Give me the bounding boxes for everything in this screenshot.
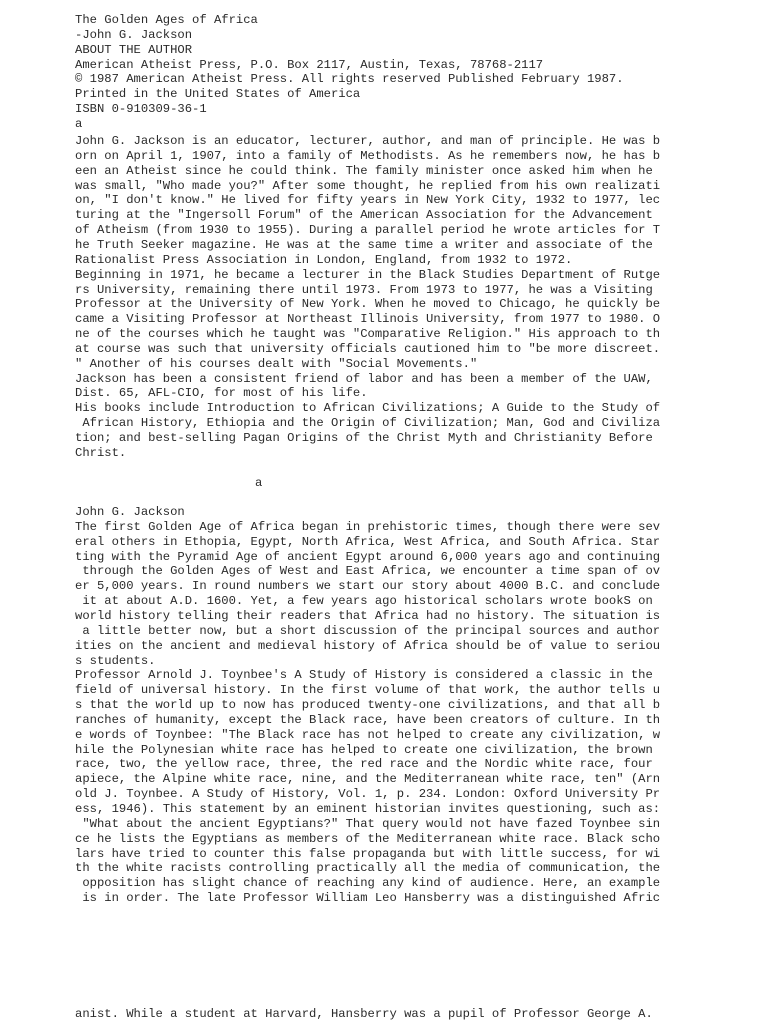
about-text-line: Rationalist Press Association in London, England, from 1932 to 1972. (75, 252, 573, 267)
about-text-line: of Atheism (from 1930 to 1955). During a parallel period he wrote articles for T (75, 223, 661, 238)
body-text-line: is in order. The late Professor William Leo Hansberry was a distinguished Afric (75, 891, 661, 906)
about-text-line: His books include Introduction to African Civilizations; A Guide to the Study of (75, 401, 661, 416)
header-line: a (75, 116, 83, 131)
about-text-line: turing at the "Ingersoll Forum" of the American Association for the Advancement (75, 208, 653, 223)
about-text-line: on, "I don't know." He lived for fifty years in New York City, 1932 to 1977, lec (75, 193, 661, 208)
body-text-line: through the Golden Ages of West and East Africa, we encounter a time span of ov (75, 564, 661, 579)
body-text-line: race, two, the yellow race, three, the red race and the Nordic white race, four (75, 757, 653, 772)
about-text-line: rs University, remaining there until 1973. From 1973 to 1977, he was a Visiting (75, 282, 653, 297)
body-text-line: eral others in Ethopia, Egypt, North Africa, West Africa, and South Africa. Star (75, 534, 661, 549)
about-text-line: Dist. 65, AFL-CIO, for most of his life. (75, 386, 368, 401)
body-text-line: field of universal history. In the first volume of that work, the author tells u (75, 683, 661, 698)
about-text-line: Christ. (75, 445, 127, 460)
body-text-line: lars have tried to counter this false propaganda but with little success, for wi (75, 846, 661, 861)
body-text-line: "What about the ancient Egyptians?" That query would not have fazed Toynbee sin (75, 816, 661, 831)
body-text-line: old J. Toynbee. A Study of History, Vol. 1, p. 234. London: Oxford University Pr (75, 787, 661, 802)
about-text-line: een an Atheist since he could think. The family minister once asked him when he (75, 163, 653, 178)
header-line: The Golden Ages of Africa (75, 13, 258, 27)
about-text-line: John G. Jackson is an educator, lecturer, author, and man of principle. He was b (75, 134, 661, 148)
about-text-line: Jackson has been a consistent friend of labor and has been a member of the UAW, (75, 371, 653, 386)
about-text-line: was small, "Who made you?" After some thought, he replied from his own realizati (75, 178, 661, 193)
body-text-line: ce he lists the Egyptians as members of the Mediterranean white race. Black scho (75, 831, 661, 846)
body-text-line: s students. (75, 653, 156, 668)
body-text-line: world history telling their readers that Africa had no history. The situation is (75, 608, 661, 623)
about-text-line: orn on April 1, 1907, into a family of Methodists. As he remembers now, he has b (75, 148, 661, 163)
body-text-line: s that the world up to now has produced twenty-one civilizations, and that all b (75, 698, 661, 713)
body-text-line: it at about A.D. 1600. Yet, a few years ago historical scholars wrote bookS on (75, 594, 653, 609)
body-text-line: The first Golden Age of Africa began in prehistoric times, though there were sev (75, 519, 661, 534)
about-text-line: tion; and best-selling Pagan Origins of the Christ Myth and Christianity Before (75, 431, 653, 445)
about-text-line: came a Visiting Professor at Northeast Illinois University, from 1977 to 1980. O (75, 312, 661, 327)
about-text-line: Beginning in 1971, he became a lecturer in the Black Studies Department of Rutge (75, 267, 661, 282)
about-text-line: at course was such that university officials cautioned him to "be more discreet. (75, 341, 661, 356)
header-line: ISBN 0-910309-36-1 (75, 102, 207, 117)
body-text-line: er 5,000 years. In round numbers we start our story about 4000 B.C. and conclude (75, 579, 661, 594)
body-text-line: apiece, the Alpine white race, nine, and the Mediterranean white race, ten" (Arn (75, 772, 661, 787)
body-text-line: Professor Arnold J. Toynbee's A Study of History is considered a classic in the (75, 668, 653, 683)
header-line: -John G. Jackson (75, 27, 193, 42)
body-text-line: ting with the Pyramid Age of ancient Egypt around 6,000 years ago and continuing (75, 549, 661, 564)
header-line: © 1987 American Atheist Press. All rights reserved Published February 1987. (75, 72, 624, 87)
page-footer-line: anist. While a student at Harvard, Hansberry was a pupil of Professor George A. (75, 1007, 653, 1021)
body-text-line: John G. Jackson (75, 505, 185, 519)
body-text-line: hile the Polynesian white race has helped to create one civilization, the brown (75, 742, 653, 757)
about-text-line: he Truth Seeker magazine. He was at the same time a writer and associate of the (75, 237, 653, 252)
about-text-line: " Another of his courses dealt with "Social Movements." (75, 356, 478, 371)
body-text-line: e words of Toynbee: "The Black race has not helped to create any civilization, w (75, 727, 661, 742)
header-line: American Atheist Press, P.O. Box 2117, Austin, Texas, 78768-2117 (75, 57, 544, 72)
header-line: ABOUT THE AUTHOR (75, 42, 193, 57)
about-text-line: African History, Ethiopia and the Origin of Civilization; Man, God and Civiliza (75, 416, 661, 431)
about-text-line: Professor at the University of New York. When he moved to Chicago, he quickly be (75, 297, 661, 312)
body-text-line: th the white racists controlling practically all the media of communication, the (75, 861, 661, 876)
body-text-line: a little better now, but a short discussion of the principal sources and author (75, 623, 661, 638)
body-text-line: ess, 1946). This statement by an eminent historian invites questioning, such as: (75, 802, 661, 816)
about-text-line: ne of the courses which he taught was "Comparative Religion." His approach to th (75, 327, 661, 342)
body-text-line: ities on the ancient and medieval history of Africa should be of value to seriou (75, 638, 661, 653)
header-line: Printed in the United States of America (75, 87, 361, 102)
body-text-line: ranches of humanity, except the Black race, have been creators of culture. In th (75, 712, 661, 727)
body-text-line: opposition has slight chance of reaching any kind of audience. Here, an example (75, 876, 661, 891)
separator-mark: a (255, 476, 263, 490)
